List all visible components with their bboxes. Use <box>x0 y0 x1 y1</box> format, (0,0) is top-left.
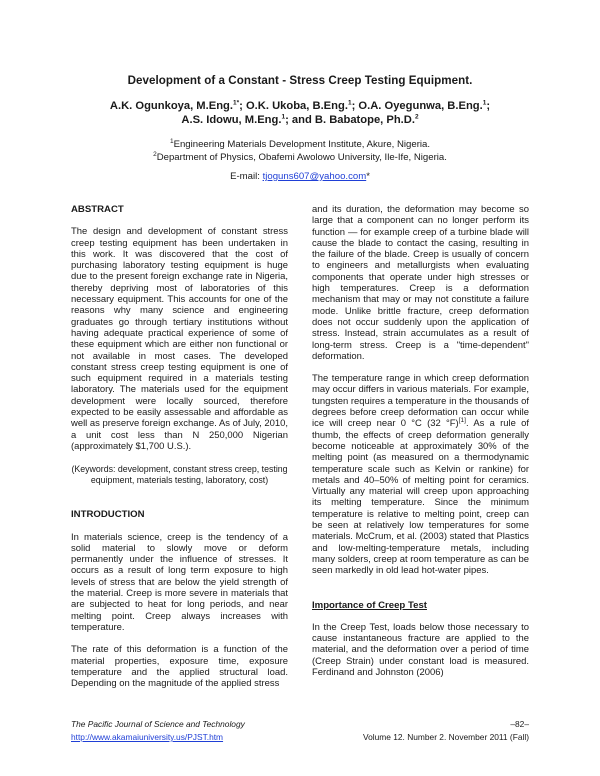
abstract-text: The design and development of constant stress creep testing equipment has been undertaken in this work. It was discovered that the cost of purchasing laboratory testing equipment is huge due to the present foreign exchange rate in Nigeria, thereby depriving most of laboratories of this necessary equipment. This accounts for one of the reasons why many science and engineering graduates go through tertiary institutions without having adequate practical experience of some of these equipment which are either non functional or not available in most cases. The developed constant stress creep testing equipment is one of such equipment required in a materials testing laboratory. The materials used for the equipment development were locally sourced, therefore expected to be easily assessable and affordable as well as preserve foreign exchange. As of July, 2010, a unit cost less than N 250,000 Nigerian (approximately $1,700 U.S.). <box>71 226 289 452</box>
affiliation-text: Department of Physics, Obafemi Awolowo University, Ile-Ife, Nigeria. <box>156 151 447 163</box>
affiliation-1 <box>0 139 600 152</box>
journal-name: The Pacific Journal of Science and Technology <box>71 719 245 729</box>
corresponding-mark: * <box>366 171 370 182</box>
paragraph-text: . As a rule of thumb, the effects of creep deformation generally become noticeable at approximately 30% of the melting point (as measured on a thermodynamic temperature scale such as Kelvin or rankine) for metals and 40–50% of melting point for ceramics. Virtually any material will creep upon approaching its melting temperature. Since the minimum temperature is relative to melting point, creep can be seen at relatively low temperatures for some materials. McCrum, et al. (2003) stated that Plastics and low-melting-temperature metals, including many solders, creep at room temperature as can be seen markedly in old lead hot-water pipes. <box>312 418 529 577</box>
email-link[interactable]: tjoguns607@yahoo.com <box>262 171 367 182</box>
author-line-1 <box>0 99 600 113</box>
author-separator: ; <box>239 100 246 112</box>
paragraph-text: The temperature range in which creep deformation may occur differs in various materials. For example, tungsten requires a temperature in the thousands of degrees before creep deformation can occur while ice will creep near 0 °C (32 °F) <box>312 373 529 430</box>
introduction-paragraph-2-start: The rate of this deformation is a function of the material properties, exposure time, exposure temperature and the applied structural load. Depending on the magnitude of the applied stress <box>71 644 288 690</box>
contact-email <box>0 171 600 182</box>
author-name: A.S. Idowu, M.Eng. <box>181 114 282 126</box>
author-name: O.A. Oyegunwa, B.Eng. <box>358 100 483 112</box>
affiliation-2 <box>0 152 600 165</box>
footer-right <box>363 718 529 744</box>
affiliation-text: Engineering Materials Development Institute, Akure, Nigeria. <box>173 139 431 150</box>
author-list <box>0 99 600 127</box>
left-column <box>71 204 288 689</box>
volume-info: Volume 12. Number 2. November 2011 (Fall) <box>362 732 529 742</box>
affiliation-mark: 1 <box>169 137 174 145</box>
affiliation-mark: 2 <box>153 150 157 158</box>
author-affiliation-mark: 1 <box>482 99 487 107</box>
introduction-paragraph-1: In materials science, creep is the tendency of a solid material to slowly move or deform permanently under the influence of stresses. It occurs as a result of long term exposure to high levels of stress that are below the yield strength of the material. Creep is more severe in materials that are subjected to heat for long periods, and near melting point. Creep always increases with temperature. <box>71 531 288 633</box>
importance-heading: Importance of Creep Test <box>312 599 427 611</box>
page-number: –82– <box>510 719 529 729</box>
right-column <box>312 204 529 678</box>
keywords: (Keywords: development, constant stress creep, testing equipment, materials testing, laboratory, cost) <box>71 464 288 486</box>
author-separator: ; <box>351 100 359 112</box>
introduction-heading: INTRODUCTION <box>71 509 145 521</box>
author-name: O.K. Ukoba, B.Eng. <box>245 100 348 112</box>
author-affiliation-mark: 1 <box>347 99 352 107</box>
abstract-heading: ABSTRACT <box>71 204 124 215</box>
author-name: B. Babatope, Ph.D. <box>314 114 415 126</box>
author-affiliation-mark: 1 <box>281 113 286 121</box>
citation-ref: [1] <box>458 417 466 425</box>
author-separator: ; and <box>285 114 315 126</box>
introduction-paragraph-2-cont: and its duration, the deformation may become so large that a component can no longer perform its function — for example creep of a turbine blade will cause the blade to contact the casing, resulting in the failure of the blade. Creep is usually of concern to engineers and metallurgists when evaluating components that operate under high stresses or high temperatures. Creep is a deformation mechanism that may or may not constitute a failure mode. Unlike brittle fracture, creep deformation does not occur suddenly upon the application of stress. Instead, strain accumulates as a result of long-term stress. Creep is a "time-dependent" deformation. <box>312 204 529 362</box>
importance-paragraph: In the Creep Test, loads below those necessary to cause instantaneous fracture are applied to the material, and the deformation over a period of time (Creep Strain) under constant load is measured. Ferdinand and Johnston (2006) <box>312 621 529 678</box>
author-line-2 <box>0 113 600 127</box>
email-label: E-mail: <box>230 171 263 182</box>
author-separator: ; <box>486 100 491 112</box>
journal-url-link[interactable]: http://www.akamaiuniversity.us/PJST.htm <box>71 732 224 742</box>
author-affiliation-mark: 1* <box>232 99 240 107</box>
author-name: A.K. Ogunkoya, M.Eng. <box>109 100 233 112</box>
author-affiliation-mark: 2 <box>414 113 419 121</box>
introduction-paragraph-3 <box>312 373 529 576</box>
footer-left <box>71 718 245 744</box>
paper-title: Development of a Constant - Stress Creep Testing Equipment. <box>127 74 473 87</box>
affiliations <box>0 139 600 164</box>
